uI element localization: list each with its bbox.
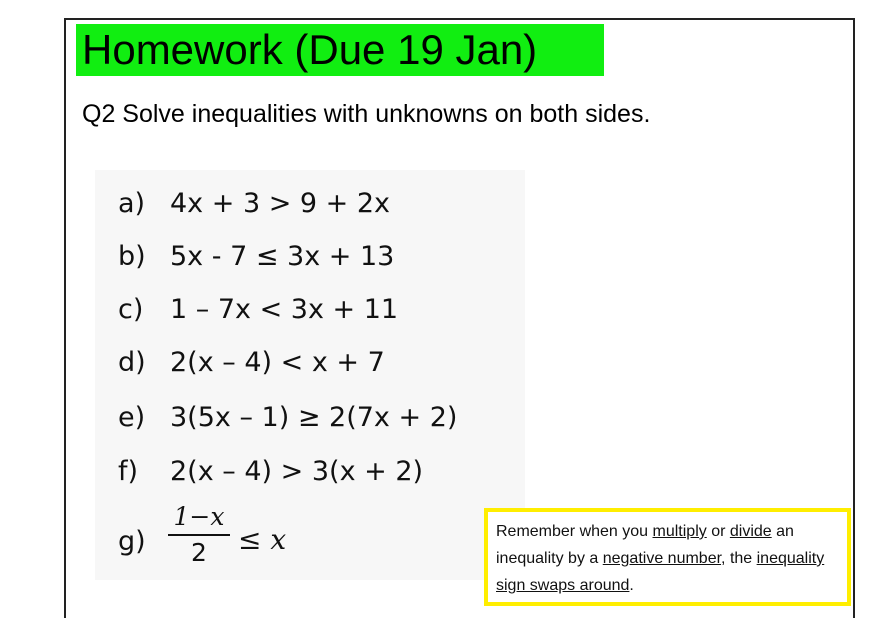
item-label: e) bbox=[118, 402, 146, 433]
question-text: Q2 Solve inequalities with unknowns on both sides. bbox=[82, 100, 651, 128]
page-title: Homework (Due 19 Jan) bbox=[82, 26, 538, 73]
inequality-rhs bbox=[238, 520, 286, 560]
reminder-text: , the bbox=[721, 550, 757, 567]
reminder-emphasis: multiply bbox=[652, 523, 707, 540]
exercise-item-b bbox=[118, 237, 394, 277]
item-label: c) bbox=[118, 294, 144, 325]
item-label: b) bbox=[118, 241, 146, 272]
exercise-item-a bbox=[118, 184, 390, 224]
reminder-text: an inequality by a bbox=[496, 523, 794, 567]
item-expression: 3(5x – 1) ≥ 2(7x + 2) bbox=[170, 402, 458, 433]
reminder-emphasis: inequality sign swaps around bbox=[496, 550, 825, 594]
reminder-text: Remember when you bbox=[496, 523, 653, 540]
exercise-item-d bbox=[118, 343, 385, 383]
relation-symbol: ≤ bbox=[238, 523, 262, 556]
exercise-item-c bbox=[118, 290, 398, 330]
item-label: f) bbox=[118, 456, 139, 487]
reminder-emphasis: negative number bbox=[602, 550, 722, 567]
exercise-item-e bbox=[118, 398, 457, 438]
fraction-denominator: 2 bbox=[191, 538, 207, 567]
item-label: d) bbox=[118, 347, 146, 378]
item-expression: 4x + 3 > 9 + 2x bbox=[170, 188, 391, 219]
reminder-emphasis: divide bbox=[729, 523, 772, 540]
reminder-text: . bbox=[629, 577, 634, 594]
item-label: g) bbox=[118, 526, 146, 557]
item-expression: 2(x – 4) < x + 7 bbox=[170, 347, 385, 378]
reminder-text: or bbox=[706, 523, 730, 540]
item-expression: 2(x – 4) > 3(x + 2) bbox=[170, 456, 424, 487]
item-expression: 1 – 7x < 3x + 11 bbox=[170, 294, 399, 325]
fraction-numerator: 1−x bbox=[173, 502, 225, 531]
item-label: a) bbox=[118, 188, 146, 219]
exercise-item-g bbox=[118, 522, 170, 562]
exercise-item-f bbox=[118, 452, 423, 492]
fraction-bar bbox=[168, 534, 230, 536]
fraction bbox=[164, 503, 234, 567]
reminder-note bbox=[484, 508, 851, 606]
item-expression: 5x - 7 ≤ 3x + 13 bbox=[170, 241, 395, 272]
rhs-variable: x bbox=[270, 523, 287, 556]
